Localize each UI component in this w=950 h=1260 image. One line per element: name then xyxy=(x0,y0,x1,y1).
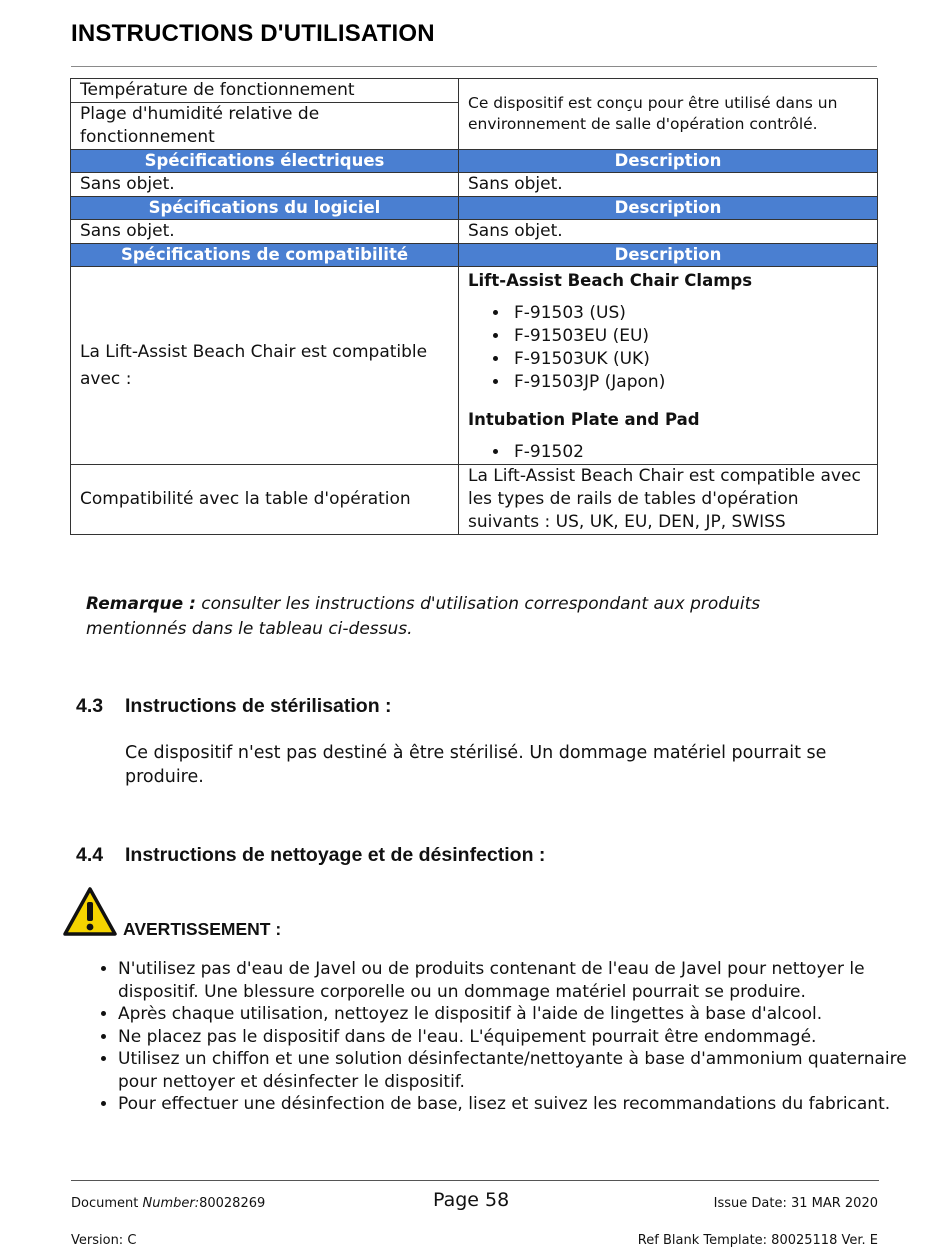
remark-text: consulter les instructions d'utilisation correspondant aux produits mentionnés dans le tableau ci-dessus. xyxy=(86,594,761,639)
section-title: Instructions de stérilisation : xyxy=(125,695,392,717)
doc-label: Document xyxy=(71,1196,143,1211)
issue-date: Issue Date: 31 MAR 2020 xyxy=(713,1196,878,1211)
compatibility-left: La Lift-Assist Beach Chair est compatible avec : xyxy=(71,267,459,465)
compatibility-header: Spécifications de compatibilité xyxy=(71,244,459,267)
table-row xyxy=(71,173,878,197)
table-header-row xyxy=(71,244,878,267)
temperature-label: Température de fonctionnement xyxy=(71,79,459,103)
table-cell: Sans objet. xyxy=(459,173,878,197)
sterilization-text: Ce dispositif n'est pas destiné à être stérilisé. Un dommage matériel pourrait se produire. xyxy=(125,743,827,787)
section-4-4-heading xyxy=(76,844,545,867)
template-reference: Ref Blank Template: 80025118 Ver. E xyxy=(637,1233,878,1248)
compatibility-right xyxy=(459,267,878,465)
list-item: • F-91503UK (UK) xyxy=(510,348,868,371)
cleaning-instructions-list xyxy=(86,958,918,1116)
section-number: 4.4 xyxy=(76,844,104,866)
software-header: Spécifications du logiciel xyxy=(71,197,459,220)
version: Version: C xyxy=(71,1233,137,1248)
table-cell: Sans objet. xyxy=(71,173,459,197)
list-item: • F-91503 (US) xyxy=(510,302,868,325)
section-4-3-heading xyxy=(76,695,392,718)
description-header: Description xyxy=(459,244,878,267)
intubation-title: Intubation Plate and Pad xyxy=(468,410,700,429)
intubation-list xyxy=(468,441,868,464)
page-title: INSTRUCTIONS D'UTILISATION xyxy=(71,20,435,47)
environment-description: Ce dispositif est conçu pour être utilisé dans un environnement de salle d'opération contrôlé. xyxy=(459,79,878,150)
table-row xyxy=(71,465,878,535)
list-item: • Pour effectuer une désinfection de base, lisez et suivez les recommandations du fabricant. xyxy=(118,1093,918,1116)
table-cell: Sans objet. xyxy=(459,220,878,244)
description-header: Description xyxy=(459,197,878,220)
table-row xyxy=(71,220,878,244)
list-item: • Après chaque utilisation, nettoyez le dispositif à l'aide de lingettes à base d'alcool. xyxy=(118,1003,918,1026)
table-row xyxy=(71,267,878,465)
list-item: • F-91503JP (Japon) xyxy=(510,371,868,394)
table-row xyxy=(71,79,878,103)
clamps-list xyxy=(468,302,868,394)
remark-note xyxy=(86,592,846,642)
section-number: 4.3 xyxy=(76,695,104,717)
table-cell: Sans objet. xyxy=(71,220,459,244)
list-item: • Ne placez pas le dispositif dans de l'eau. L'équipement pourrait être endommagé. xyxy=(118,1026,918,1049)
remark-label: Remarque : xyxy=(86,594,196,614)
document-number xyxy=(71,1196,265,1211)
title-divider xyxy=(71,66,877,67)
page-number: Page 58 xyxy=(433,1189,510,1211)
list-item: • N'utilisez pas d'eau de Javel ou de produits contenant de l'eau de Javel pour nettoyer le dispositif. Une blessure corporelle ou un dommage matériel pourrait se produire. xyxy=(118,958,918,1003)
description-header: Description xyxy=(459,150,878,173)
table-header-row xyxy=(71,197,878,220)
doc-number-value: 80028269 xyxy=(199,1196,266,1211)
list-item: • F-91503EU (EU) xyxy=(510,325,868,348)
electrical-header: Spécifications électriques xyxy=(71,150,459,173)
table-header-row xyxy=(71,150,878,173)
table-compat-label: Compatibilité avec la table d'opération xyxy=(71,465,459,535)
humidity-label: Plage d'humidité relative de fonctionnement xyxy=(71,103,459,150)
doc-label-italic: Number: xyxy=(142,1196,200,1211)
warning-triangle-icon xyxy=(62,886,118,938)
warning-label: AVERTISSEMENT : xyxy=(123,919,282,939)
section-title: Instructions de nettoyage et de désinfection : xyxy=(125,844,546,866)
table-compat-description: La Lift-Assist Beach Chair est compatible avec les types de rails de tables d'opération suivants : US, UK, EU, DEN, JP, SWISS xyxy=(459,465,878,535)
footer-divider xyxy=(71,1180,879,1181)
specifications-table xyxy=(70,78,878,535)
clamps-title: Lift-Assist Beach Chair Clamps xyxy=(468,271,753,290)
list-item: • F-91502 xyxy=(510,441,868,464)
list-item: • Utilisez un chiffon et une solution désinfectante/nettoyante à base d'ammonium quaternaire pour nettoyer et désinfecter le dispositif. xyxy=(118,1048,918,1093)
